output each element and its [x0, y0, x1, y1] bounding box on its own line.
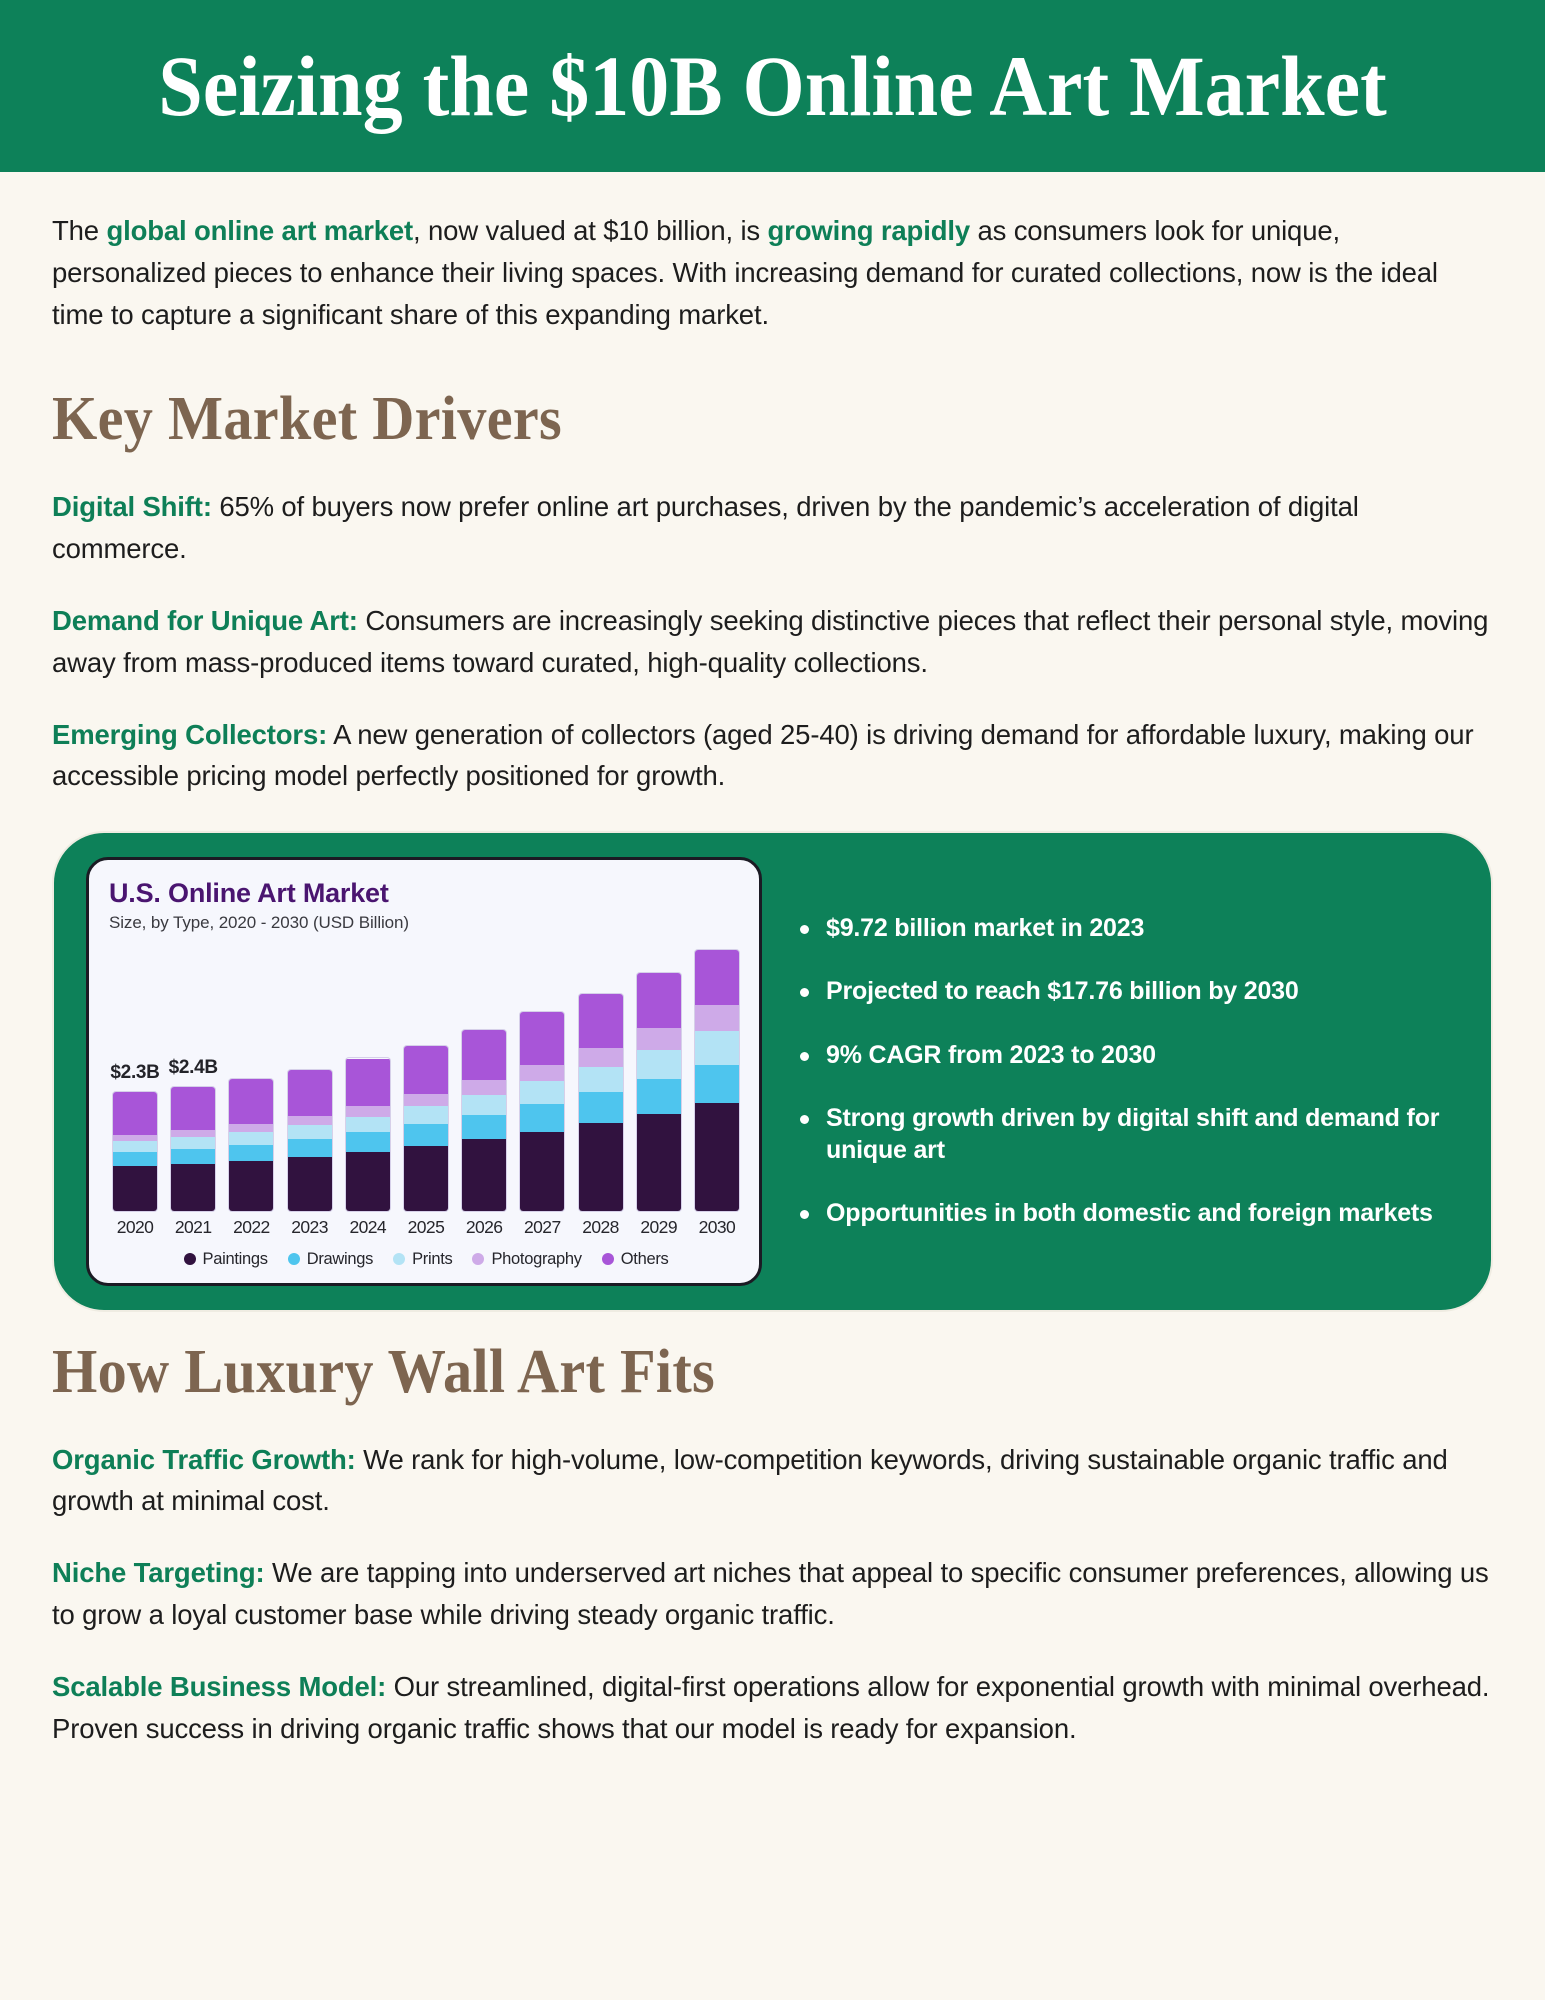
stacked-bar-2026: [462, 1030, 506, 1210]
x-axis-tick-2030: 2030: [698, 1216, 736, 1237]
bar-segment-paintings-2024: [346, 1152, 390, 1210]
bar-segment-others-2023: [288, 1070, 332, 1116]
bar-segment-drawings-2024: [346, 1132, 390, 1152]
key-stat-item-1: $9.72 billion market in 2023: [792, 913, 1455, 945]
key-stat-item-4: Strong growth driven by digital shift and demand for unique art: [792, 1103, 1455, 1166]
bar-segment-others-2030: [695, 950, 739, 1005]
driver-lead-demand-unique-art: Demand for Unique Art:: [52, 605, 358, 637]
fit-paragraph-niche-targeting: [52, 1552, 1493, 1636]
bar-segment-drawings-2021: [171, 1149, 215, 1164]
driver-lead-digital-shift: Digital Shift:: [52, 491, 212, 523]
stacked-bar-2020: [113, 1092, 157, 1211]
stacked-bar-2024: [346, 1058, 390, 1210]
legend-item-prints: [393, 1250, 452, 1269]
bar-segment-drawings-2028: [579, 1092, 623, 1123]
chart-bar-2029: [635, 943, 683, 1211]
bar-segment-others-2024: [346, 1059, 390, 1106]
chart-title: U.S. Online Art Market: [109, 878, 389, 909]
bar-segment-others-2027: [520, 1012, 564, 1065]
section-heading-key-market-drivers: Key Market Drivers: [52, 385, 562, 454]
bar-segment-photography-2025: [404, 1094, 448, 1106]
bar-segment-drawings-2023: [288, 1139, 332, 1157]
bar-segment-paintings-2030: [695, 1103, 739, 1210]
fit-text-niche-targeting: We are tapping into underserved art niches that appeal to specific consumer preferences, allowing us to grow a loyal customer base while driving steady organic traffic.: [52, 1557, 1489, 1630]
legend-dot-paintings-icon: [184, 1253, 196, 1265]
x-axis-tick-2026: 2026: [465, 1216, 503, 1237]
bar-segment-others-2025: [404, 1046, 448, 1094]
intro-text-2: , now valued at $10 billion, is: [413, 215, 768, 246]
chart-subtitle: Size, by Type, 2020 - 2030 (USD Billion): [109, 912, 409, 932]
key-stats-ul: [792, 913, 1455, 1230]
legend-dot-photography-icon: [472, 1253, 484, 1265]
x-axis-tick-2024: 2024: [349, 1216, 387, 1237]
page-body: [0, 210, 1545, 1749]
legend-label-paintings: Paintings: [202, 1249, 268, 1268]
legend-label-prints: Prints: [412, 1249, 453, 1268]
stacked-bar-2030: [695, 950, 739, 1210]
x-axis-tick-2021: 2021: [174, 1216, 212, 1237]
chart-x-axis: [109, 1217, 743, 1238]
chart-panel: [86, 857, 762, 1285]
intro-highlight-1: global online art market: [106, 215, 414, 246]
fit-paragraph-scalable-business-model: [52, 1666, 1493, 1750]
chart-plot-area: [109, 943, 743, 1211]
legend-label-drawings: Drawings: [306, 1249, 374, 1268]
fit-paragraph-organic-traffic-growth: [52, 1439, 1493, 1523]
bar-segment-prints-2023: [288, 1125, 332, 1139]
bar-segment-photography-2024: [346, 1106, 390, 1117]
legend-dot-prints-icon: [393, 1253, 405, 1265]
bar-segment-paintings-2028: [579, 1123, 623, 1210]
fit-text-organic-traffic-growth: We rank for high-volume, low-competition keywords, driving sustainable organic traffic and growth at minimal cost.: [52, 1443, 1448, 1517]
bar-segment-paintings-2025: [404, 1146, 448, 1210]
legend-item-photography: [472, 1250, 581, 1269]
driver-text-demand-unique-art: Consumers are increasingly seeking distinctive pieces that reflect their personal style, moving away from mass-produced items toward curated, high-quality collections.: [52, 605, 1489, 678]
fit-lead-niche-targeting: Niche Targeting:: [52, 1557, 265, 1589]
x-axis-tick-2029: 2029: [640, 1216, 677, 1237]
section-heading-how-luxury-wall-art-fits: How Luxury Wall Art Fits: [52, 1337, 716, 1406]
bar-segment-prints-2028: [579, 1067, 623, 1093]
x-axis-tick-2027: 2027: [524, 1216, 561, 1237]
chart-bar-label-2021: $2.4B: [168, 1056, 218, 1078]
stacked-bar-2025: [404, 1046, 448, 1211]
bar-segment-others-2020: [113, 1092, 157, 1135]
bar-segment-photography-2029: [637, 1028, 681, 1050]
bar-segment-drawings-2027: [520, 1104, 564, 1132]
chart-bar-label-2020: $2.3B: [110, 1061, 160, 1083]
driver-text-emerging-collectors: A new generation of collectors (aged 25-40) is driving demand for affordable luxury, making our accessible pricing model perfectly positioned for growth.: [52, 718, 1474, 792]
fit-lead-organic-traffic-growth: Organic Traffic Growth:: [52, 1443, 356, 1475]
legend-label-others: Others: [620, 1249, 669, 1268]
bar-segment-others-2026: [462, 1030, 506, 1080]
chart-bar-2020: [111, 943, 159, 1211]
stacked-bar-2029: [637, 973, 681, 1210]
bar-segment-others-2022: [229, 1079, 273, 1124]
bar-segment-prints-2025: [404, 1106, 448, 1124]
stacked-bar-2021: [171, 1087, 215, 1211]
bar-segment-paintings-2026: [462, 1139, 506, 1210]
key-stat-item-3: 9% CAGR from 2023 to 2030: [792, 1040, 1455, 1072]
bar-segment-paintings-2022: [229, 1161, 273, 1210]
bar-segment-paintings-2021: [171, 1164, 215, 1210]
intro-text-1: The: [52, 215, 107, 246]
chart-legend: [109, 1250, 743, 1271]
chart-bar-2026: [460, 943, 508, 1211]
bar-segment-drawings-2025: [404, 1124, 448, 1146]
bar-segment-prints-2026: [462, 1095, 506, 1115]
bar-segment-photography-2027: [520, 1065, 564, 1081]
bar-segment-others-2021: [171, 1087, 215, 1130]
chart-bar-2021: [169, 943, 217, 1211]
bar-segment-photography-2030: [695, 1005, 739, 1031]
key-stat-item-2: Projected to reach $17.76 billion by 2030: [792, 976, 1455, 1008]
driver-paragraph-digital-shift: [52, 486, 1493, 570]
chart-bar-2023: [286, 943, 334, 1211]
intro-paragraph: [52, 210, 1493, 335]
bar-segment-others-2029: [637, 973, 681, 1027]
chart-bar-2024: [344, 943, 392, 1211]
x-axis-tick-2028: 2028: [582, 1216, 619, 1237]
chart-bar-2027: [518, 943, 566, 1211]
bar-segment-photography-2021: [171, 1130, 215, 1137]
page-header-banner: [0, 0, 1545, 172]
bar-segment-drawings-2022: [229, 1145, 273, 1161]
bar-segment-prints-2020: [113, 1141, 157, 1151]
key-stat-item-5: Opportunities in both domestic and foreign markets: [792, 1198, 1455, 1230]
bar-segment-photography-2022: [229, 1124, 273, 1132]
bar-segment-drawings-2029: [637, 1079, 681, 1114]
bar-segment-paintings-2023: [288, 1157, 332, 1210]
bar-segment-photography-2028: [579, 1048, 623, 1067]
legend-item-paintings: [184, 1250, 268, 1269]
fit-text-scalable-business-model: Our streamlined, digital-first operations allow for exponential growth with minimal overhead. Proven success in driving organic traffic shows that our model is ready for expansion.: [52, 1670, 1490, 1744]
x-axis-tick-2025: 2025: [407, 1216, 445, 1237]
bar-segment-prints-2024: [346, 1117, 390, 1132]
chart-bars: [109, 943, 743, 1211]
bar-segment-others-2028: [579, 994, 623, 1048]
bar-segment-prints-2029: [637, 1050, 681, 1079]
fit-lead-scalable-business-model: Scalable Business Model:: [52, 1670, 387, 1702]
bar-segment-paintings-2020: [113, 1166, 157, 1210]
intro-text-3: as consumers look for unique, personalized pieces to enhance their living spaces. With increasing demand for curated collections, now is the ideal time to capture a significant share of this expanding market.: [52, 215, 1438, 330]
legend-dot-others-icon: [602, 1253, 614, 1265]
chart-bar-2028: [577, 943, 625, 1211]
stacked-bar-2027: [520, 1012, 564, 1210]
stacked-bar-2023: [288, 1070, 332, 1210]
driver-text-digital-shift: 65% of buyers now prefer online art purchases, driven by the pandemic’s acceleration of digital commerce.: [52, 491, 1359, 565]
legend-dot-drawings-icon: [288, 1253, 300, 1265]
stacked-bar-2028: [579, 994, 623, 1210]
bar-segment-prints-2021: [171, 1137, 215, 1148]
bar-segment-prints-2027: [520, 1081, 564, 1104]
legend-label-photography: Photography: [491, 1249, 582, 1268]
bar-segment-photography-2023: [288, 1116, 332, 1125]
stacked-bar-2022: [229, 1079, 273, 1210]
bar-segment-drawings-2026: [462, 1115, 506, 1140]
driver-lead-emerging-collectors: Emerging Collectors:: [52, 718, 328, 750]
x-axis-tick-2022: 2022: [233, 1216, 270, 1237]
market-stats-card: [52, 831, 1493, 1311]
bar-segment-drawings-2030: [695, 1065, 739, 1104]
driver-paragraph-emerging-collectors: [52, 714, 1493, 798]
bar-segment-drawings-2020: [113, 1152, 157, 1166]
chart-bar-2025: [402, 943, 450, 1211]
legend-item-drawings: [288, 1250, 373, 1269]
bar-segment-prints-2030: [695, 1031, 739, 1065]
legend-item-others: [602, 1250, 669, 1269]
chart-bar-2030: [693, 943, 741, 1211]
bar-segment-photography-2026: [462, 1080, 506, 1094]
bar-segment-paintings-2029: [637, 1114, 681, 1211]
x-axis-tick-2023: 2023: [291, 1216, 328, 1237]
bar-segment-prints-2022: [229, 1132, 273, 1144]
bar-segment-paintings-2027: [520, 1132, 564, 1211]
x-axis-tick-2020: 2020: [116, 1216, 154, 1237]
page-title: Seizing the $10B Online Art Market: [158, 38, 1387, 134]
driver-paragraph-demand-unique-art: [52, 600, 1493, 684]
chart-bar-2022: [227, 943, 275, 1211]
key-stats-list: [792, 857, 1465, 1285]
intro-highlight-2: growing rapidly: [767, 215, 970, 246]
